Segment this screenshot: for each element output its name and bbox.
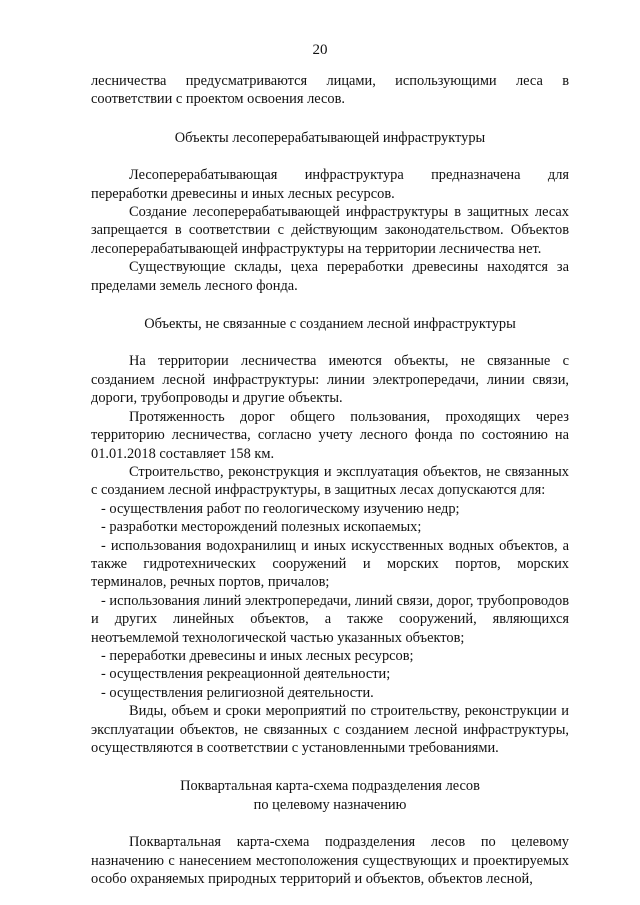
permitted-uses-list [91,500,569,702]
paragraph: Протяженность дорог общего пользования, проходящих через территорию лесничества, согласно учету лесного фонда по состоянию на 01.01.2018 составляет 158 км. [91,408,569,462]
list-item: - переработки древесины и иных лесных ресурсов; [101,647,414,664]
paragraph: Существующие склады, цеха переработки древесины находятся за пределами земель лесного фонда. [91,259,569,294]
paragraph: Лесоперерабатывающая инфраструктура предназначена для переработки древесины и иных лесных ресурсов. [91,167,569,202]
paragraph: Создание лесоперерабатывающей инфраструктуры в защитных лесах запрещается в соответствии с действующим законодательством. Объектов лесоперерабатывающей инфраструктуры на территории лесничества нет. [91,204,569,257]
paragraph: Виды, объем и сроки мероприятий по строительству, реконструкции и эксплуатации объектов, не связанных с созданием лесной инфраструктуры, осуществляются в соответствии с установленными требованиями. [91,703,569,756]
paragraph: Строительство, реконструкция и эксплуатация объектов, не связанных с созданием лесной инфраструктуры, в защитных лесах допускаются для: [91,463,569,499]
list-item: - осуществления рекреационной деятельности; [101,666,391,683]
heading-line: Поквартальная карта-схема подразделения лесов [180,778,480,795]
list-item: - использования водохранилищ и иных искусственных водных объектов, а также гидротехнических сооружений и морских портов, морских терминалов, речных портов, причалов; [91,537,569,591]
heading-line: по целевому назначению [253,796,407,813]
section-heading-non-forest-objects: Объекты, не связанные с созданием лесной инфраструктуры [144,316,516,333]
list-item: - осуществления работ по геологическому изучению недр; [101,500,460,517]
list-item: - использования линий электропередачи, линий связи, дорог, трубопроводов и других линейных объектов, а также сооружений, являющихся неотъемлемой технологической частью указанных объектов; [91,592,569,646]
list-item: - разработки месторождений полезных ископаемых; [101,519,422,536]
paragraph: На территории лесничества имеются объекты, не связанные с созданием лесной инфраструктуры: линии электропередачи, линии связи, дороги, трубопроводы и другие объекты. [91,353,569,407]
page-body [91,72,569,888]
section-heading-quarterly-map [91,777,569,814]
section-heading-processing-infrastructure: Объекты лесоперерабатывающей инфраструктуры [174,129,486,146]
list-item: - осуществления религиозной деятельности. [101,684,374,701]
page-number: 20 [312,42,328,58]
paragraph: Поквартальная карта-схема подразделения лесов по целевому назначению с нанесением местоположения существующих и проектируемых особо охраняемых природных территорий и объектов, объектов лесной, [91,834,569,888]
intro-paragraph: лесничества предусматриваются лицами, использующими леса в соответствии с проектом освоения лесов. [91,73,569,108]
